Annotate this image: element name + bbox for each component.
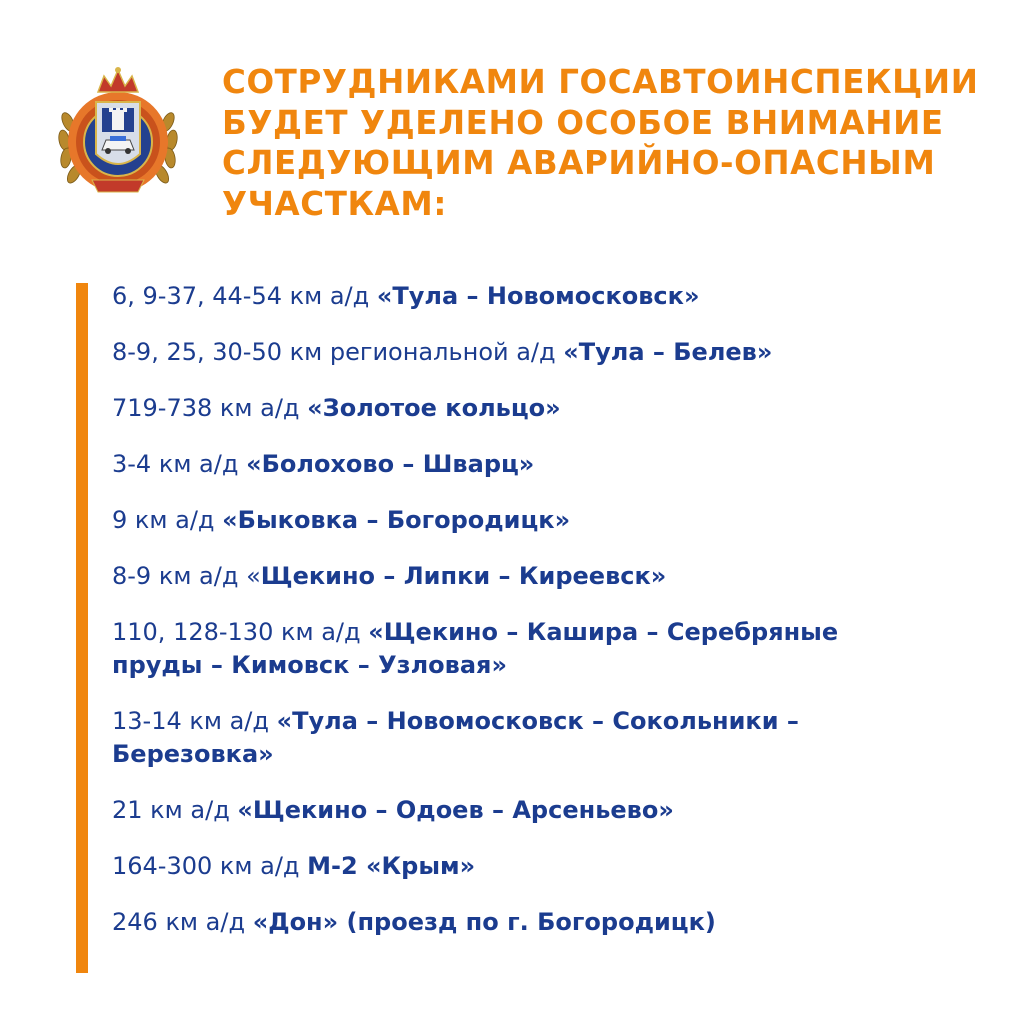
list-item [112, 906, 1012, 939]
title-line: УЧАСТКАМ: [222, 184, 447, 223]
road-name: «Дон» (проезд по г. Богородицк) [252, 908, 716, 936]
list-item-line [112, 504, 1012, 537]
km-range: 6, 9-37, 44-54 км а/д [112, 282, 377, 310]
list-item-line [112, 280, 1012, 313]
road-name: Щекино – Липки – Киреевск» [260, 562, 667, 590]
list-item-line [112, 392, 1012, 425]
km-range: 110, 128-130 км а/д [112, 618, 369, 646]
km-range: 8-9, 25, 30-50 км региональной а/д [112, 338, 564, 366]
road-name: «Тула – Новомосковск – Сокольники – [276, 707, 799, 735]
road-name: «Тула – Новомосковск» [376, 282, 700, 310]
list-item-line [112, 616, 1012, 649]
list-item-line [112, 649, 1012, 682]
km-range: 246 км а/д [112, 908, 253, 936]
km-range: 8-9 км а/д « [112, 562, 261, 590]
title-line: БУДЕТ УДЕЛЕНО ОСОБОЕ ВНИМАНИЕ [222, 103, 944, 142]
km-range: 9 км а/д [112, 506, 223, 534]
road-sections-list [112, 280, 1012, 939]
road-name: Березовка» [112, 740, 274, 768]
road-name: «Быковка – Богородицк» [222, 506, 571, 534]
list-item [112, 794, 1012, 827]
list-item [112, 336, 1012, 369]
title-line: СОТРУДНИКАМИ ГОСАВТОИНСПЕКЦИИ [222, 63, 979, 101]
list-item-line [112, 336, 1012, 369]
list-item [112, 560, 1012, 593]
accent-bar [76, 283, 88, 973]
road-name: «Щекино – Кашира – Серебряные [368, 618, 839, 646]
road-name: «Щекино – Одоев – Арсеньево» [237, 796, 674, 824]
road-name: М-2 «Крым» [307, 852, 476, 880]
road-name: пруды – Кимовск – Узловая» [112, 651, 507, 679]
traffic-police-emblem-icon [52, 62, 184, 204]
list-item [112, 850, 1012, 883]
list-item-line [112, 448, 1012, 481]
page-title [222, 62, 1012, 224]
list-item [112, 616, 1012, 682]
list-item-line [112, 794, 1012, 827]
km-range: 21 км а/д [112, 796, 238, 824]
road-name: «Золотое кольцо» [307, 394, 561, 422]
list-item [112, 392, 1012, 425]
road-name: «Болохово – Шварц» [246, 450, 535, 478]
title-line: СЛЕДУЮЩИМ АВАРИЙНО-ОПАСНЫМ [222, 144, 936, 182]
km-range: 164-300 км а/д [112, 852, 308, 880]
km-range: 3-4 км а/д [112, 450, 247, 478]
road-name: «Тула – Белев» [563, 338, 773, 366]
list-item-line [112, 850, 1012, 883]
km-range: 13-14 км а/д [112, 707, 277, 735]
list-item [112, 280, 1012, 313]
list-item-line [112, 906, 1012, 939]
list-item-line [112, 560, 1012, 593]
list-item [112, 504, 1012, 537]
list-item [112, 448, 1012, 481]
list-item [112, 705, 1012, 771]
list-item-line [112, 738, 1012, 771]
km-range: 719-738 км а/д [112, 394, 308, 422]
list-item-line [112, 705, 1012, 738]
